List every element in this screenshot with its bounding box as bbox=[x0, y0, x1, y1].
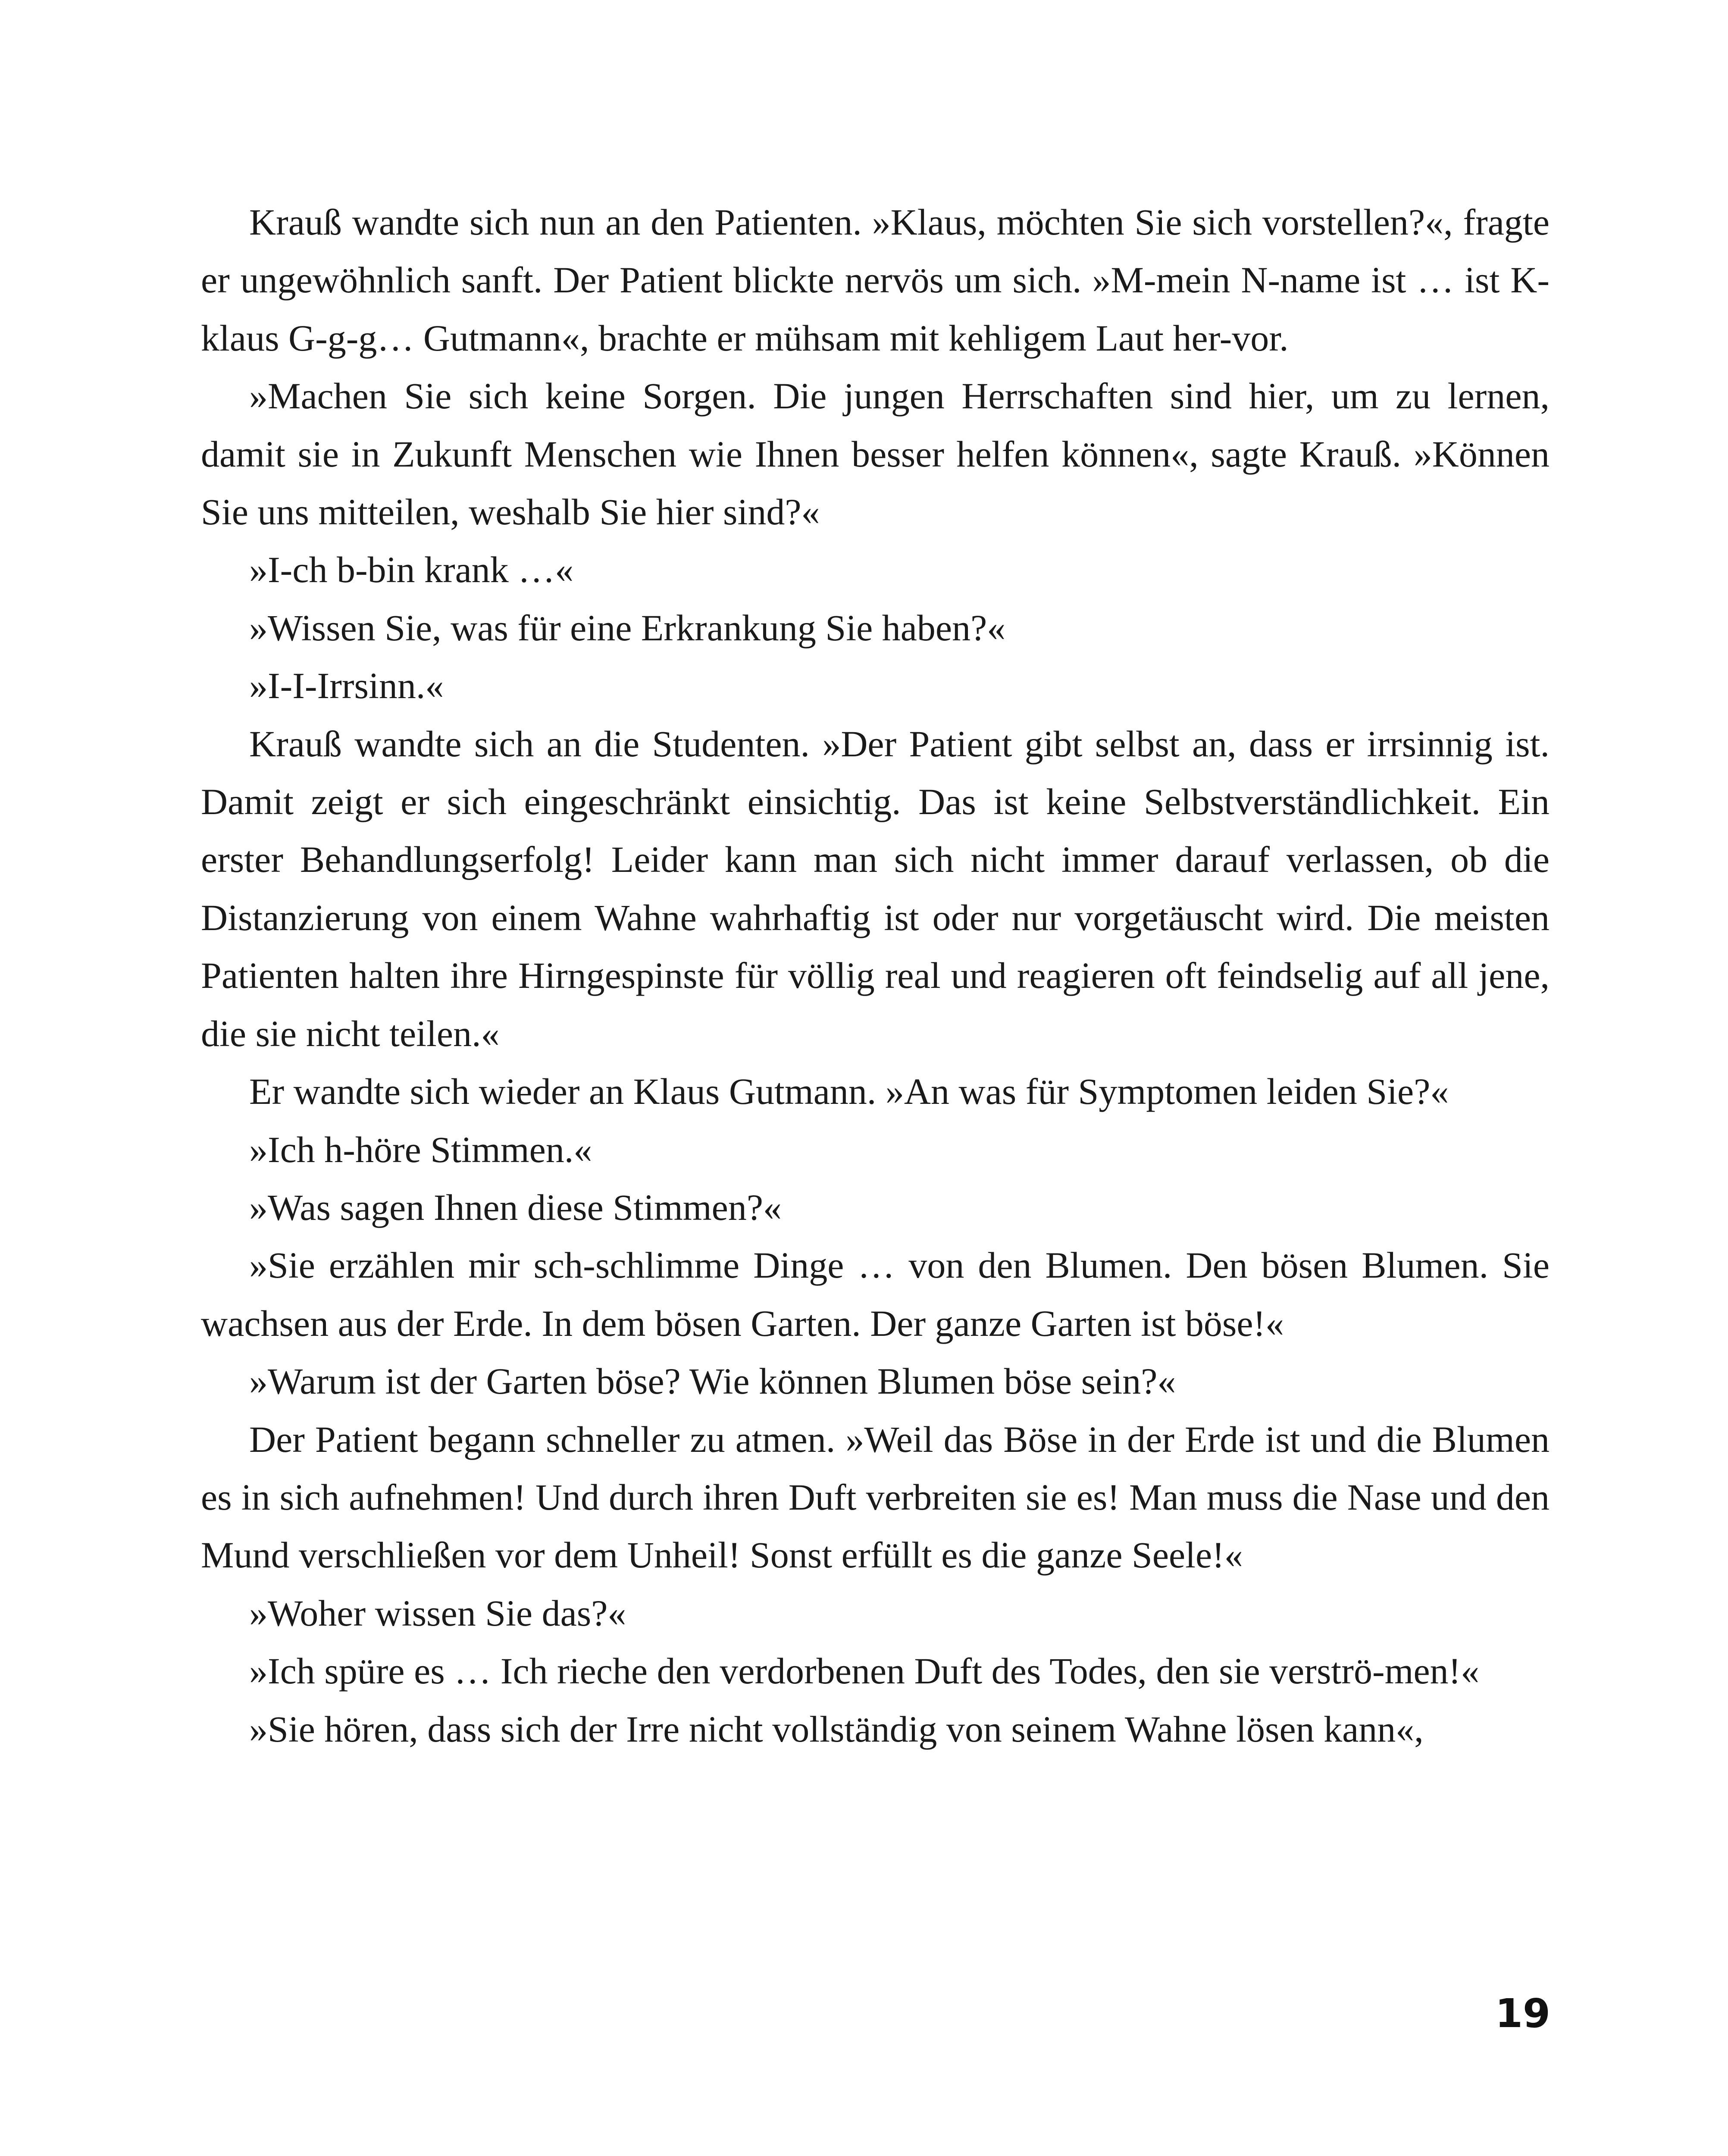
page-number: 19 bbox=[1495, 1990, 1550, 2037]
paragraph: »Was sagen Ihnen diese Stimmen?« bbox=[249, 1186, 782, 1228]
paragraph: Krauß wandte sich nun an den Patienten. »Klaus, möchten Sie sich vorstellen?«, fragte er ungewöhnlich sanft. Der Patient blickte nervös um sich. »M-mein N-name ist … ist K-klaus G-g-g… Gutmann«, brachte er mühsam mit kehligem Laut her-vor. bbox=[201, 201, 1550, 359]
paragraph: Der Patient begann schneller zu atmen. »Weil das Böse in der Erde ist und die Blumen es in sich aufnehmen! Und durch ihren Duft verbreiten sie es! Man muss die Nase und den Mund verschließen vor dem Unheil! Sonst erfüllt es die ganze Seele!« bbox=[201, 1418, 1550, 1576]
paragraph: »Warum ist der Garten böse? Wie können Blumen böse sein?« bbox=[249, 1360, 1176, 1402]
body-text bbox=[201, 193, 1550, 1758]
paragraph: »Wissen Sie, was für eine Erkrankung Sie haben?« bbox=[249, 607, 1006, 649]
paragraph: »Sie hören, dass sich der Irre nicht vollständig von seinem Wahne lösen kann«, bbox=[249, 1708, 1424, 1750]
paragraph: Er wandte sich wieder an Klaus Gutmann. »An was für Symptomen leiden Sie?« bbox=[249, 1071, 1449, 1112]
paragraph: »I-ch b-bin krank …« bbox=[249, 549, 574, 591]
paragraph: »Ich spüre es … Ich rieche den verdorbenen Duft des Todes, den sie verströ-men!« bbox=[249, 1650, 1480, 1692]
paragraph: Krauß wandte sich an die Studenten. »Der Patient gibt selbst an, dass er irrsinnig ist. Damit zeigt er sich eingeschränkt einsichtig. Das ist keine Selbstverständlichkeit. Ein erster Behandlungserfolg! Leider kann man sich nicht immer darauf verlassen, ob die Distanzierung von einem Wahne wahrhaftig ist oder nur vorgetäuscht wird. Die meisten Patienten halten ihre Hirngespinste für völlig real und reagieren oft feindselig auf all jene, die sie nicht teilen.« bbox=[201, 723, 1550, 1054]
paragraph: »I-I-Irrsinn.« bbox=[249, 665, 444, 707]
paragraph: »Sie erzählen mir sch-schlimme Dinge … von den Blumen. Den bösen Blumen. Sie wachsen aus der Erde. In dem bösen Garten. Der ganze Garten ist böse!« bbox=[201, 1244, 1550, 1344]
paragraph: »Woher wissen Sie das?« bbox=[249, 1592, 626, 1634]
paragraph: »Ich h-höre Stimmen.« bbox=[249, 1128, 592, 1170]
paragraph: »Machen Sie sich keine Sorgen. Die jungen Herrschaften sind hier, um zu lernen, damit sie in Zukunft Menschen wie Ihnen besser helfen können«, sagte Krauß. »Können Sie uns mitteilen, weshalb Sie hier sind?« bbox=[201, 375, 1550, 533]
